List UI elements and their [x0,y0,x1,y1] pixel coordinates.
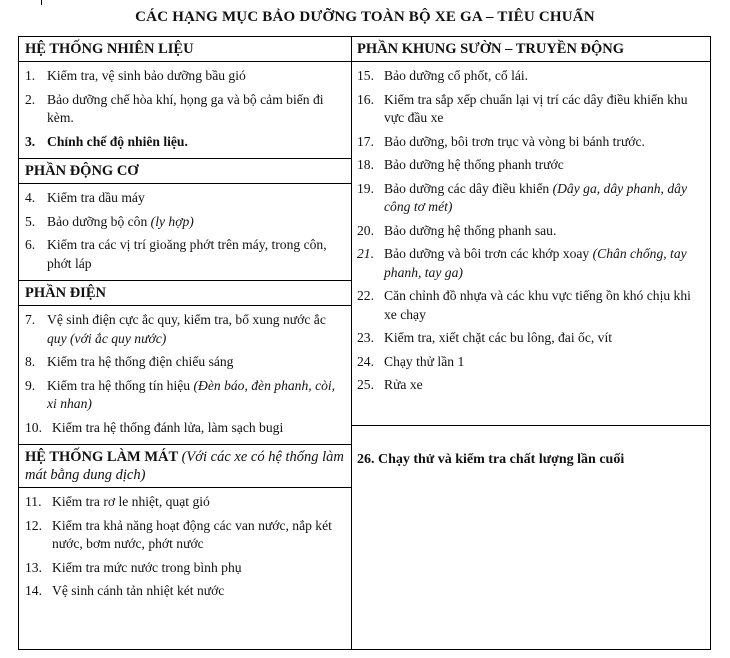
list-item: 3. Chỉnh chế độ nhiên liệu. [25,133,188,149]
left-column [19,37,352,649]
list-item: 16. Kiểm tra sắp xếp chuẩn lại vị trí các dây điều khiển khu vực đầu xe [357,91,688,125]
section-heading-frame: PHẦN KHUNG SƯỜN – TRUYỀN ĐỘNG [351,37,710,62]
final-test-item: 26. Chạy thử và kiểm tra chất lượng lần cuối [357,452,625,467]
section-heading-fuel: HỆ THỐNG NHIÊN LIỆU [19,37,351,62]
list-item: 2. Bảo dưỡng chế hòa khí, họng ga và bộ cảm biến đi kèm. [25,91,324,125]
list-item: 17. Bảo dưỡng, bôi trơn trục và vòng bi bánh trước. [357,133,645,149]
list-item: 1. Kiểm tra, vệ sinh bảo dưỡng bầu gió [25,68,246,83]
right-column [351,37,710,649]
list-item: 11. Kiểm tra rơ le nhiệt, quạt gió [25,494,210,509]
list-item: 15. Bảo dưỡng cổ phốt, cổ lái. [357,68,529,83]
section-heading-engine: PHẦN ĐỘNG CƠ [19,159,351,184]
list-item: 13. Kiểm tra mức nước trong bình phụ [25,559,242,575]
list-item: 6. Kiểm tra các vị trí gioăng phớt trên máy, trong côn, phớt láp [25,237,327,271]
list-item: 22. Căn chỉnh đồ nhựa và các khu vực tiếng ồn khó chịu khi xe chạy [357,288,691,322]
section-body-fuel [19,62,351,159]
section-body-cooling [19,488,351,608]
section-body-engine [19,184,351,281]
list-item: 5. Bảo dưỡng bộ côn (ly hợp) [25,213,194,229]
section-body-frame [351,62,710,426]
page-title: CÁC HẠNG MỤC BẢO DƯỠNG TOÀN BỘ XE GA – TIÊU CHUẨN [135,9,595,25]
section-body-electric [19,306,351,445]
list-item: 18. Bảo dưỡng hệ thống phanh trước [357,157,564,172]
list-item: 21. Bảo dưỡng và bôi trơn các khớp xoay (Chân chống, tay phanh, tay ga) [357,246,687,280]
list-item: 23. Kiểm tra, xiết chặt các bu lông, đai ốc, vít [357,330,612,345]
list-item: 14. Vệ sinh cánh tản nhiệt két nước [25,583,225,598]
corner-tick-mark [41,0,42,5]
list-item: 20. Bảo dưỡng hệ thống phanh sau. [357,222,557,238]
list-item: 7. Vệ sinh điện cực ắc quy, kiểm tra, bổ xung nước ắc quy (với ắc quy nước) [25,312,326,346]
section-heading-electric: PHẦN ĐIỆN [19,281,351,306]
list-item: 9. Kiểm tra hệ thống tín hiệu (Đèn báo, đèn phanh, còi, xi nhan) [25,377,336,411]
list-item: 12. Kiểm tra khả năng hoạt động các van nước, nắp két nước, bơm nước, phớt nước [25,517,332,551]
maintenance-table [18,36,711,650]
list-item: 24. Chạy thử lần 1 [357,353,465,369]
list-item: 8. Kiểm tra hệ thống điện chiếu sáng [25,354,234,369]
list-item: 19. Bảo dưỡng các dây điều khiển (Dây ga, dây phanh, dây công tơ mét) [357,180,687,214]
section-heading-cooling: HỆ THỐNG LÀM MÁT (Với các xe có hệ thống làm mát bằng dung dịch) [19,445,351,488]
list-item: 25. Rửa xe [357,377,423,392]
list-item: 4. Kiểm tra dầu máy [25,190,145,205]
list-item: 10. Kiểm tra hệ thống đánh lửa, làm sạch bugi [25,419,284,435]
